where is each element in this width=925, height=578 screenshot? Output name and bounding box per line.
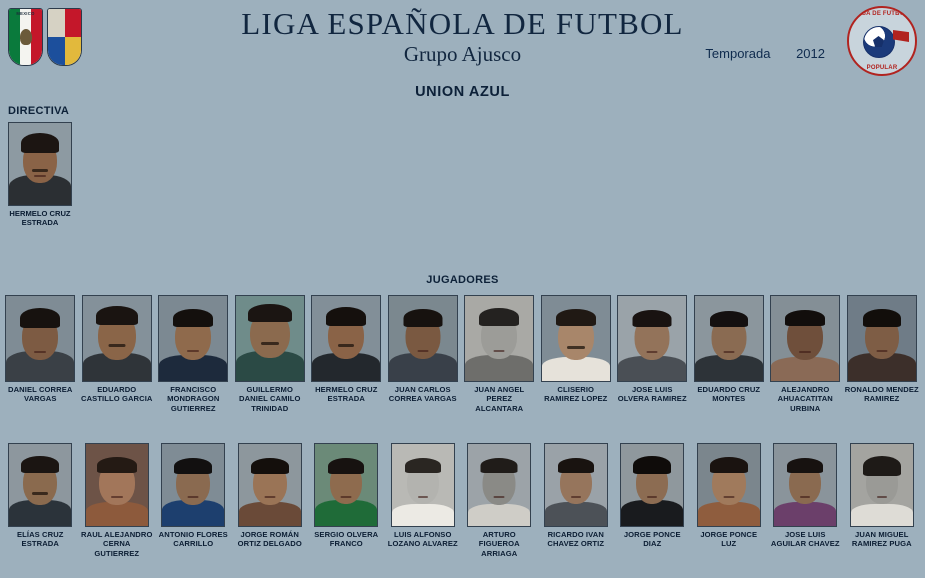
player-photo [464,295,534,382]
player-photo [697,443,761,527]
player-name: JORGE PONCE LUZ [700,530,758,549]
photo-mustache [32,169,48,172]
league-logo-icon [847,6,917,76]
page-header [0,0,925,110]
player-card[interactable] [310,443,383,558]
player-photo [770,295,840,382]
player-photo [467,443,531,527]
photo-mouth [34,175,46,177]
player-photo [391,443,455,527]
player-card[interactable] [310,295,383,413]
page-title: LIGA ESPAÑOLA DE FUTBOL [241,6,684,41]
player-photo [85,443,149,527]
season-year: 2012 [796,46,825,61]
player-card[interactable] [463,443,536,558]
player-card[interactable] [234,443,307,558]
logo-top-text: LIGA DE FUTBOL [855,11,909,17]
player-photo [82,295,152,382]
player-name: JORGE PONCE DIAZ [623,530,681,549]
logo-bottom-text: POPULAR [866,65,898,71]
player-name: RICARDO IVAN CHAVEZ ORTIZ [547,530,605,549]
jugadores-section-label: JUGADORES [426,274,499,286]
player-name: ANTONIO FLORES CARRILLO [158,530,228,549]
player-name: SERGIO OLVERA FRANCO [314,530,379,549]
player-card[interactable] [846,295,919,413]
season-info [705,46,825,61]
player-card[interactable] [693,295,766,413]
player-card[interactable] [463,295,536,413]
flag-icon [893,30,909,42]
player-photo [314,443,378,527]
player-name: JOSE LUIS OLVERA RAMIREZ [617,385,687,404]
photo-hair [21,133,59,153]
player-photo [541,295,611,382]
player-name: HERMELO CRUZ ESTRADA [315,385,378,404]
player-card[interactable] [846,443,919,558]
players-row-2 [4,443,922,558]
player-name: GUILLERMO DANIEL CAMILO TRINIDAD [239,385,301,413]
player-card[interactable] [157,295,230,413]
player-name: RONALDO MENDEZ RAMIREZ [844,385,919,404]
player-card[interactable] [616,295,689,413]
player-card[interactable] [157,443,230,558]
player-photo [617,295,687,382]
player-name: CLISERIO RAMIREZ LOPEZ [544,385,608,404]
player-name: ALEJANDRO AHUACATITAN URBINA [777,385,833,413]
player-card[interactable] [540,443,613,558]
player-card[interactable] [387,295,460,413]
player-name: LUIS ALFONSO LOZANO ALVAREZ [387,530,458,549]
player-card[interactable] [4,443,77,558]
player-photo [311,295,381,382]
player-card[interactable] [616,443,689,558]
player-photo [158,295,228,382]
player-photo [847,295,917,382]
player-photo [5,295,75,382]
players-row-1 [4,295,922,413]
player-card[interactable] [540,295,613,413]
player-card[interactable] [234,295,307,413]
crest-left-label: MEXICO [16,11,35,16]
player-photo [235,295,305,382]
player-name: JUAN ANGEL PEREZ ALCANTARA [474,385,525,413]
player-name: EDUARDO CASTILLO GARCIA [80,385,153,404]
player-name: DANIEL CORREA VARGAS [8,385,73,404]
directiva-section-label: DIRECTIVA [8,105,70,117]
player-card[interactable] [81,443,154,558]
player-photo [238,443,302,527]
player-photo [850,443,914,527]
group-subtitle: Grupo Ajusco [403,42,522,66]
season-label: Temporada [705,46,771,61]
player-card[interactable] [693,443,766,558]
player-name: JOSE LUIS AGUILAR CHAVEZ [770,530,840,549]
player-card[interactable] [769,443,842,558]
player-name: ELÍAS CRUZ ESTRADA [16,530,64,549]
player-name: ARTURO FIGUEROA ARRIAGA [478,530,520,558]
player-photo [8,443,72,527]
directiva-name: HERMELO CRUZ ESTRADA [9,209,71,228]
player-photo [161,443,225,527]
player-card[interactable] [769,295,842,413]
player-card[interactable] [387,443,460,558]
player-name: JORGE ROMÁN ORTIZ DELGADO [237,530,302,549]
directiva-list [8,122,70,228]
soccer-ball-icon [863,26,895,58]
player-photo [620,443,684,527]
player-name: FRANCISCO MONDRAGON GUTIERREZ [167,385,220,413]
player-name: RAUL ALEJANDRO CERNA GUTIERREZ [81,530,153,558]
player-name: JUAN CARLOS CORREA VARGAS [388,385,457,404]
player-photo [773,443,837,527]
player-photo [694,295,764,382]
directiva-photo [8,122,72,206]
player-card[interactable] [81,295,154,413]
player-name: EDUARDO CRUZ MONTES [697,385,761,404]
player-photo [544,443,608,527]
team-title: UNION AZUL [415,84,510,100]
player-name: JUAN MIGUEL RAMIREZ PUGA [851,530,912,549]
player-photo [388,295,458,382]
player-card[interactable] [4,295,77,413]
